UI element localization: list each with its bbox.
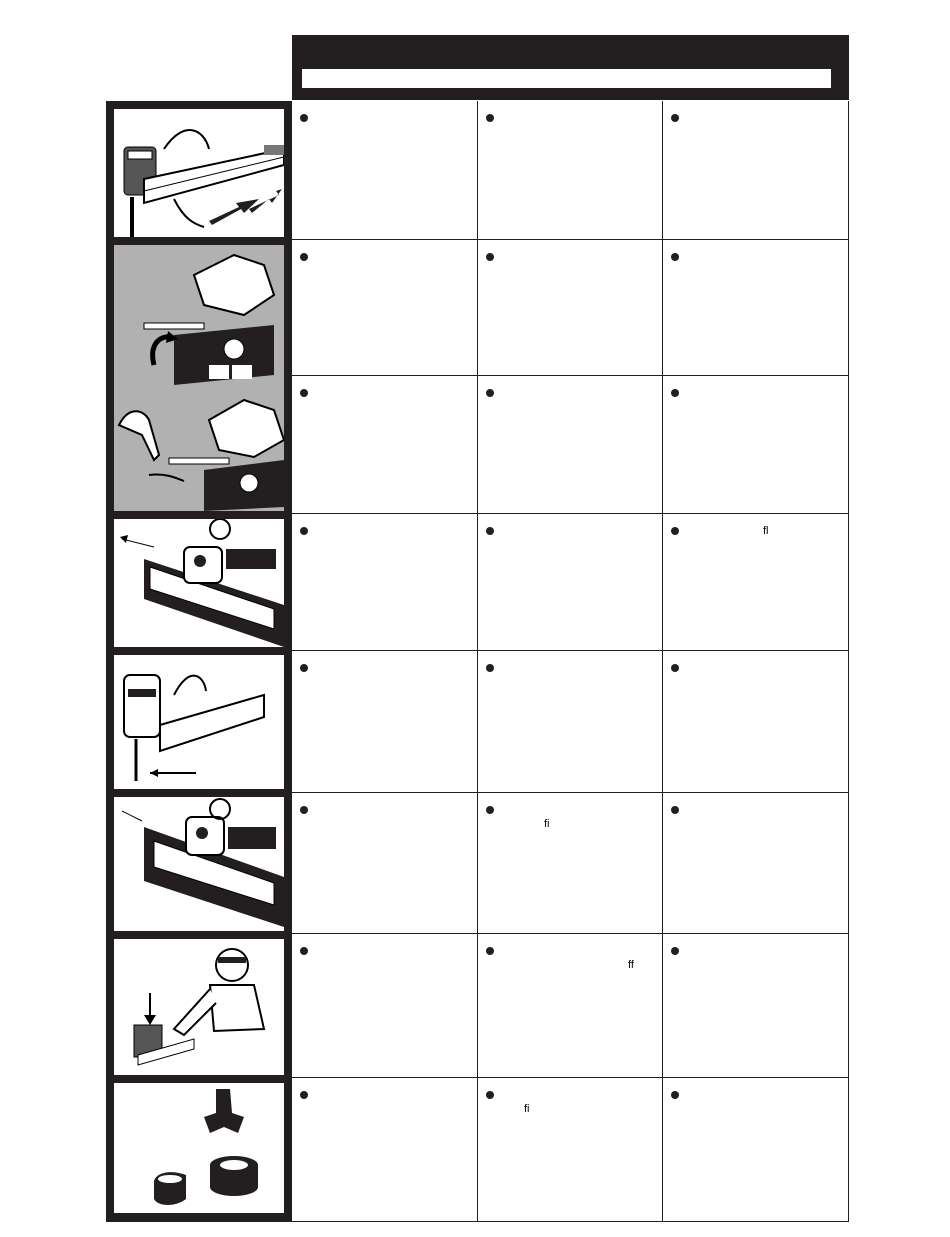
bullet-icon	[671, 1091, 679, 1099]
bullet-icon	[486, 1091, 494, 1099]
magazine-knob-loosen-illustration	[114, 519, 284, 647]
table-row	[292, 240, 849, 376]
table-row	[292, 1078, 849, 1222]
table-row	[292, 514, 849, 651]
table-cell	[292, 240, 477, 375]
bullet-icon	[486, 806, 494, 814]
bullet-icon	[671, 114, 679, 122]
bullet-icon	[671, 389, 679, 397]
illustration-column	[106, 101, 292, 1222]
bullet-icon	[671, 806, 679, 814]
table-row	[292, 376, 849, 514]
cell-text: ff	[628, 959, 634, 971]
table-cell	[662, 934, 849, 1077]
table-row	[292, 101, 849, 240]
bullet-icon	[300, 664, 308, 672]
bullet-icon	[671, 253, 679, 261]
latch-lift-illustration	[114, 245, 284, 511]
bullet-icon	[300, 806, 308, 814]
table-cell	[292, 376, 477, 513]
table-cell	[292, 101, 477, 239]
table-cell	[477, 514, 662, 650]
magazine-knob-tighten-illustration	[114, 797, 284, 931]
bullet-icon	[671, 527, 679, 535]
bullet-icon	[486, 389, 494, 397]
nailer-magazine-slide-illustration	[114, 109, 284, 237]
table-cell	[662, 651, 849, 792]
bullet-icon	[300, 114, 308, 122]
bullet-icon	[300, 1091, 308, 1099]
bullet-icon	[486, 947, 494, 955]
table-cell	[662, 101, 849, 239]
table-cell	[477, 651, 662, 792]
table-cell	[292, 793, 477, 933]
cell-text: fl	[763, 525, 769, 537]
bullet-icon	[486, 527, 494, 535]
cell-text: fi	[524, 1103, 530, 1115]
table-row	[292, 651, 849, 793]
bullet-icon	[486, 114, 494, 122]
table-cell	[477, 1078, 662, 1221]
nose-cap-replacement-illustration	[114, 1083, 284, 1213]
table-cell	[292, 934, 477, 1077]
bullet-icon	[671, 664, 679, 672]
bullet-icon	[486, 253, 494, 261]
table-cell	[477, 101, 662, 239]
table-cell	[662, 1078, 849, 1221]
instruction-table	[292, 101, 849, 1222]
bullet-icon	[300, 947, 308, 955]
table-cell	[477, 793, 662, 933]
table-cell	[292, 651, 477, 792]
table-cell	[292, 514, 477, 650]
header-subbar	[300, 67, 833, 90]
table-header	[292, 35, 849, 100]
jammed-nail-removal-illustration	[114, 655, 284, 789]
table-cell	[662, 240, 849, 375]
table-cell	[662, 376, 849, 513]
table-cell	[662, 793, 849, 933]
table-cell	[477, 240, 662, 375]
bullet-icon	[300, 527, 308, 535]
table-cell	[662, 514, 849, 650]
bullet-icon	[486, 664, 494, 672]
table-row	[292, 934, 849, 1078]
bullet-icon	[671, 947, 679, 955]
table-cell	[477, 376, 662, 513]
table-cell	[477, 934, 662, 1077]
cell-text: fi	[544, 818, 550, 830]
table-row	[292, 793, 849, 934]
bullet-icon	[300, 389, 308, 397]
bullet-icon	[300, 253, 308, 261]
table-cell	[292, 1078, 477, 1221]
operator-press-nailer-illustration	[114, 939, 284, 1075]
